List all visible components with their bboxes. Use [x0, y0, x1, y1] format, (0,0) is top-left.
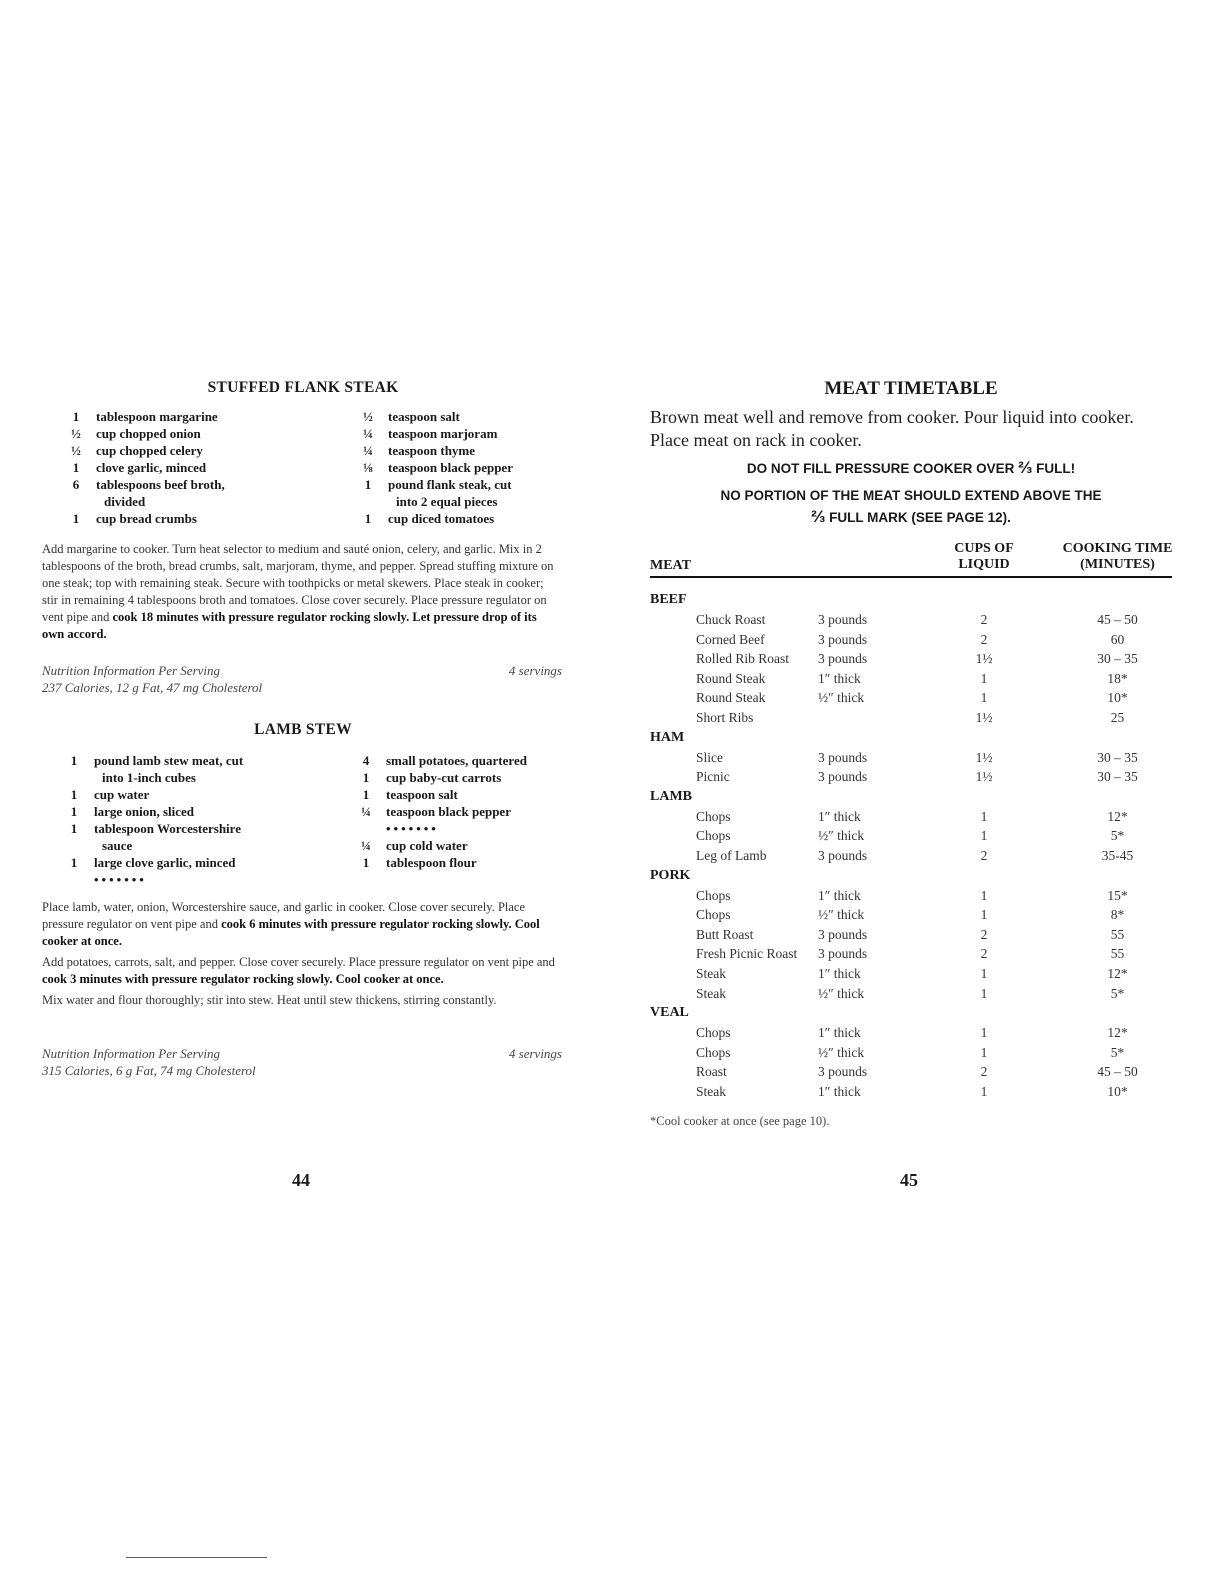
divider-line [126, 1557, 267, 1558]
ingredient-item [68, 408, 338, 425]
meat-timetable [650, 540, 1172, 1101]
ingredient-text: divided [104, 494, 146, 509]
table-row [650, 1062, 1172, 1082]
table-row [650, 984, 1172, 1004]
ingredient-item [358, 837, 588, 854]
category-heading-ham: HAM [650, 729, 685, 745]
table-row [650, 944, 1172, 964]
ingredient-text: ••••••• [386, 821, 439, 836]
ingredient-quantity: ¼ [361, 838, 371, 853]
ingredient-item [360, 408, 580, 425]
table-row [650, 688, 1172, 708]
cell-cooking-time: 60 [1110, 631, 1125, 647]
cell-cut: Chops [696, 1044, 731, 1060]
nutrition-info [42, 662, 562, 696]
right-page [612, 0, 1224, 1584]
table-row [650, 826, 1172, 846]
ingredient-quantity: 1 [72, 409, 80, 424]
cell-cut: Chops [696, 828, 731, 844]
ingredient-item [358, 820, 588, 837]
cell-cups-liquid: 1½ [975, 749, 993, 765]
cell-cups-liquid: 2 [980, 631, 988, 647]
ingredient-item [360, 442, 580, 459]
cell-amount: ½″ thick [818, 985, 865, 1001]
nutrition-info [42, 1045, 562, 1079]
cell-amount: 3 pounds [818, 946, 868, 962]
cell-cut: Corned Beef [696, 631, 765, 647]
cell-amount: 1″ thick [818, 1025, 861, 1041]
recipe-directions [42, 899, 562, 1013]
table-row [650, 669, 1172, 689]
cell-cut: Fresh Picnic Roast [696, 946, 798, 962]
cell-cooking-time: 30 – 35 [1097, 651, 1138, 667]
table-row [650, 748, 1172, 768]
category-heading-pork: PORK [650, 867, 691, 883]
cell-cooking-time: 12* [1107, 1025, 1128, 1041]
table-row [650, 649, 1172, 669]
cell-cooking-time: 30 – 35 [1097, 749, 1138, 765]
cell-cups-liquid: 1 [980, 1083, 988, 1099]
ingredient-text: clove garlic, minced [96, 460, 207, 475]
cell-amount: 1″ thick [818, 887, 861, 903]
ingredient-item [358, 786, 588, 803]
recipe-directions [42, 541, 562, 647]
ingredient-text: cup diced tomatoes [388, 511, 495, 526]
category-heading-veal: VEAL [650, 1005, 689, 1021]
ingredient-quantity: 1 [362, 855, 370, 870]
cell-cooking-time: 25 [1110, 709, 1125, 725]
cell-cut: Roast [696, 1064, 727, 1080]
ingredient-text: sauce [102, 838, 133, 853]
ingredient-quantity: ½ [71, 426, 81, 441]
ingredient-list-right [358, 752, 588, 871]
direction-text: Add potatoes, carrots, salt, and pepper. Close cover securely. Place pressure regulator on vent pipe and [42, 955, 555, 969]
table-row [650, 964, 1172, 984]
ingredient-quantity: 1 [364, 477, 372, 492]
ingredient-quantity: 1 [70, 753, 78, 768]
cell-amount: 3 pounds [818, 749, 868, 765]
ingredient-item [360, 425, 580, 442]
servings: 4 servings [508, 663, 562, 678]
cell-cups-liquid: 2 [980, 612, 988, 627]
cell-cut: Chuck Roast [696, 612, 766, 627]
ingredient-item [66, 854, 346, 871]
ingredient-text: tablespoon Worcestershire [94, 821, 241, 836]
ingredient-text: large onion, sliced [94, 804, 195, 819]
page-title: MEAT TIMETABLE [824, 378, 998, 399]
ingredient-quantity: ½ [71, 443, 81, 458]
cell-cooking-time: 35-45 [1101, 847, 1134, 863]
ingredient-quantity: ¼ [363, 443, 373, 458]
direction-paragraph [42, 992, 562, 1009]
cell-cut: Leg of Lamb [696, 847, 767, 863]
cell-cooking-time: 45 – 50 [1097, 1064, 1138, 1080]
cell-cut: Chops [696, 907, 731, 923]
ingredient-text: into 2 equal pieces [396, 494, 498, 509]
table-header [650, 540, 1172, 578]
ingredient-quantity: 1 [70, 855, 78, 870]
ingredient-text: teaspoon salt [388, 409, 460, 424]
cell-amount: 3 pounds [818, 769, 868, 785]
ingredient-item [68, 476, 338, 510]
ingredient-text: small potatoes, quartered [386, 753, 527, 768]
ingredient-text: pound lamb stew meat, cut [94, 753, 244, 768]
cell-cups-liquid: 1 [980, 1044, 988, 1060]
cell-cut: Steak [696, 985, 726, 1001]
cell-cut: Chops [696, 1025, 731, 1041]
cell-cooking-time: 5* [1110, 985, 1125, 1001]
cell-amount: 3 pounds [818, 926, 868, 942]
cell-cups-liquid: 1½ [975, 651, 993, 667]
cell-cups-liquid: 1 [980, 828, 988, 844]
cell-amount: ½″ thick [818, 690, 865, 706]
column-header-cooking-time: COOKING TIME (MINUTES) [1062, 541, 1173, 572]
ingredient-text: teaspoon black pepper [386, 804, 511, 819]
ingredient-item [66, 786, 346, 803]
warning-fill-level: DO NOT FILL PRESSURE COOKER OVER ⅔ FULL! [746, 458, 1076, 477]
cell-cut: Chops [696, 808, 731, 824]
cell-cooking-time: 55 [1110, 946, 1125, 962]
cell-cooking-time: 10* [1107, 690, 1128, 706]
ingredient-item [68, 442, 338, 459]
ingredient-text: large clove garlic, minced [94, 855, 236, 870]
table-row [650, 1023, 1172, 1043]
direction-emphasis: cook 6 minutes with pressure regulator rocking slowly. Cool cooker at once. [42, 917, 540, 948]
column-header-cups-of-liquid: CUPS OF LIQUID [954, 541, 1014, 572]
cell-cups-liquid: 1 [980, 1025, 988, 1041]
cell-cut: Steak [696, 1083, 726, 1099]
table-row [650, 1082, 1172, 1102]
cell-cups-liquid: 1 [980, 670, 988, 686]
nutrition-label: Nutrition Information Per Serving [42, 1046, 221, 1061]
cell-cups-liquid: 1 [980, 808, 988, 824]
ingredient-item [66, 803, 346, 820]
recipe-title-lamb-stew: LAMB STEW [254, 721, 352, 738]
direction-text: Add margarine to cooker. Turn heat selector to medium and sauté onion, celery, and garlic. Mix in 2 tablespoons of the broth, bread crumbs, salt, marjoram, thyme, and pepper. Spread stuffing mixture on one steak; top with remaining steak. Secure with toothpicks or metal skewers. Place steak in cooker; stir in remaining 4 tablespoons broth and tomatoes. Close cover securely. Place pressure regulator on vent pipe and [42, 542, 554, 624]
ingredient-item [66, 820, 346, 854]
ingredient-text: tablespoon flour [386, 855, 477, 870]
ingredient-item [68, 459, 338, 476]
table-row [650, 905, 1172, 925]
cell-cut: Slice [696, 749, 723, 765]
cell-amount: ½″ thick [818, 1044, 865, 1060]
category-heading-beef: BEEF [650, 592, 687, 607]
ingredient-text: teaspoon marjoram [388, 426, 498, 441]
ingredient-text: cup chopped onion [96, 426, 201, 441]
ingredient-quantity: 1 [70, 804, 78, 819]
cell-cut: Chops [696, 887, 731, 903]
cell-cups-liquid: 1 [980, 887, 988, 903]
ingredient-text: cup bread crumbs [96, 511, 197, 526]
cell-cooking-time: 15* [1107, 887, 1128, 903]
column-header-meat: MEAT [650, 558, 691, 573]
cell-cut: Round Steak [696, 690, 766, 706]
page-number: 44 [292, 1170, 310, 1190]
direction-paragraph [42, 541, 562, 643]
ingredient-text: ••••••• [94, 872, 147, 887]
cell-cups-liquid: 1½ [975, 769, 993, 785]
table-row [650, 1043, 1172, 1063]
cell-cups-liquid: 2 [980, 1064, 988, 1080]
cell-cooking-time: 45 – 50 [1097, 612, 1138, 627]
ingredient-item [358, 854, 588, 871]
cell-amount: 3 pounds [818, 631, 868, 647]
cell-cooking-time: 12* [1107, 808, 1128, 824]
cell-cups-liquid: 2 [980, 847, 988, 863]
cell-cooking-time: 12* [1107, 965, 1128, 981]
direction-emphasis: cook 3 minutes with pressure regulator rocking slowly. Cool cooker at once. [42, 972, 444, 986]
ingredient-text: into 1-inch cubes [102, 770, 196, 785]
cell-amount: 1″ thick [818, 670, 861, 686]
ingredient-text: cup water [94, 787, 150, 802]
direction-text: Mix water and flour thoroughly; stir into stew. Heat until stew thickens, stirring constantly. [42, 993, 497, 1007]
nutrition-label: Nutrition Information Per Serving [42, 663, 221, 678]
cell-cups-liquid: 1 [980, 907, 988, 923]
ingredient-text: cup baby-cut carrots [386, 770, 502, 785]
ingredient-item [358, 752, 588, 769]
cell-cooking-time: 30 – 35 [1097, 769, 1138, 785]
direction-paragraph [42, 899, 562, 950]
table-row [650, 925, 1172, 945]
ingredient-quantity: 4 [362, 753, 370, 768]
ingredient-item [358, 803, 588, 820]
cell-cooking-time: 8* [1110, 907, 1125, 923]
table-row [650, 630, 1172, 650]
cell-amount: ½″ thick [818, 828, 865, 844]
ingredient-quantity: 1 [364, 511, 372, 526]
ingredient-quantity: ⅛ [363, 460, 373, 475]
ingredient-item [66, 752, 346, 786]
category-heading-lamb: LAMB [650, 788, 692, 804]
cell-cut: Steak [696, 965, 726, 981]
cell-cups-liquid: 1 [980, 985, 988, 1001]
ingredient-text: teaspoon thyme [388, 443, 476, 458]
nutrition-values: 315 Calories, 6 g Fat, 74 mg Cholesterol [42, 1063, 256, 1078]
ingredient-item [360, 476, 580, 510]
ingredient-quantity: 1 [362, 770, 370, 785]
direction-paragraph [42, 954, 562, 988]
ingredient-quantity: 1 [70, 821, 78, 836]
ingredient-quantity: 1 [362, 787, 370, 802]
table-row [650, 610, 1172, 630]
page-number: 45 [900, 1170, 918, 1190]
recipe-title-stuffed-flank-steak: STUFFED FLANK STEAK [207, 379, 399, 396]
table-row [650, 807, 1172, 827]
servings: 4 servings [508, 1046, 562, 1061]
cell-cut: Butt Roast [696, 926, 754, 942]
cell-cooking-time: 5* [1110, 828, 1125, 844]
ingredient-text: pound flank steak, cut [388, 477, 512, 492]
ingredient-text: cup cold water [386, 838, 468, 853]
ingredient-text: tablespoons beef broth, [96, 477, 225, 492]
table-row [650, 886, 1172, 906]
cell-cooking-time: 5* [1110, 1044, 1125, 1060]
footnote: *Cool cooker at once (see page 10). [650, 1114, 830, 1128]
ingredient-item [66, 871, 346, 888]
ingredient-quantity: ¼ [363, 426, 373, 441]
ingredient-quantity: 6 [72, 477, 80, 492]
ingredient-item [360, 510, 580, 527]
cell-cut: Rolled Rib Roast [696, 651, 790, 667]
ingredient-text: cup chopped celery [96, 443, 203, 458]
ingredient-item [68, 425, 338, 442]
cell-cut: Short Ribs [696, 709, 754, 725]
ingredient-text: teaspoon black pepper [388, 460, 513, 475]
ingredient-item [68, 510, 338, 527]
cell-cooking-time: 10* [1107, 1083, 1128, 1099]
cell-amount: 3 pounds [818, 1064, 868, 1080]
cell-cooking-time: 18* [1107, 670, 1128, 686]
ingredient-quantity: ¼ [361, 804, 371, 819]
ingredient-list-left [66, 752, 346, 888]
cell-cups-liquid: 1½ [975, 709, 993, 725]
ingredient-item [360, 459, 580, 476]
cell-amount: 3 pounds [818, 847, 868, 863]
cell-cut: Picnic [696, 769, 730, 785]
ingredient-item [358, 769, 588, 786]
cell-amount: 3 pounds [818, 612, 868, 627]
cell-cups-liquid: 1 [980, 690, 988, 706]
table-row [650, 767, 1172, 787]
ingredient-text: tablespoon margarine [96, 409, 218, 424]
cell-amount: ½″ thick [818, 907, 865, 923]
nutrition-values: 237 Calories, 12 g Fat, 47 mg Cholesterol [42, 680, 263, 695]
cell-cut: Round Steak [696, 670, 766, 686]
ingredient-quantity: 1 [72, 460, 80, 475]
cell-amount: 1″ thick [818, 808, 861, 824]
table-row [650, 708, 1172, 728]
direction-emphasis: cook 18 minutes with pressure regulator rocking slowly. Let pressure drop of its own accord. [42, 610, 537, 641]
cell-cups-liquid: 1 [980, 965, 988, 981]
ingredient-text: teaspoon salt [386, 787, 458, 802]
table-body [650, 578, 1172, 1101]
cell-amount: 1″ thick [818, 965, 861, 981]
ingredient-quantity: 1 [70, 787, 78, 802]
warning-meat-height: NO PORTION OF THE MEAT SHOULD EXTEND ABOVE THE ⅔ FULL MARK (SEE PAGE 12). [720, 488, 1102, 526]
cell-amount: 1″ thick [818, 1083, 861, 1099]
direction-text: Place lamb, water, onion, Worcestershire sauce, and garlic in cooker. Close cover securely. Place pressure regulator on vent pipe and [42, 900, 526, 931]
table-row [650, 846, 1172, 866]
cell-cooking-time: 55 [1110, 926, 1125, 942]
ingredient-quantity: 1 [72, 511, 80, 526]
cell-cups-liquid: 2 [980, 946, 988, 962]
cell-amount: 3 pounds [818, 651, 868, 667]
cell-cups-liquid: 2 [980, 926, 988, 942]
ingredient-list-right [360, 408, 580, 527]
ingredient-list-left [68, 408, 338, 527]
intro-text: Brown meat well and remove from cooker. Pour liquid into cooker. Place meat on rack in cooker. [650, 407, 1134, 450]
ingredient-quantity: ½ [363, 409, 373, 424]
